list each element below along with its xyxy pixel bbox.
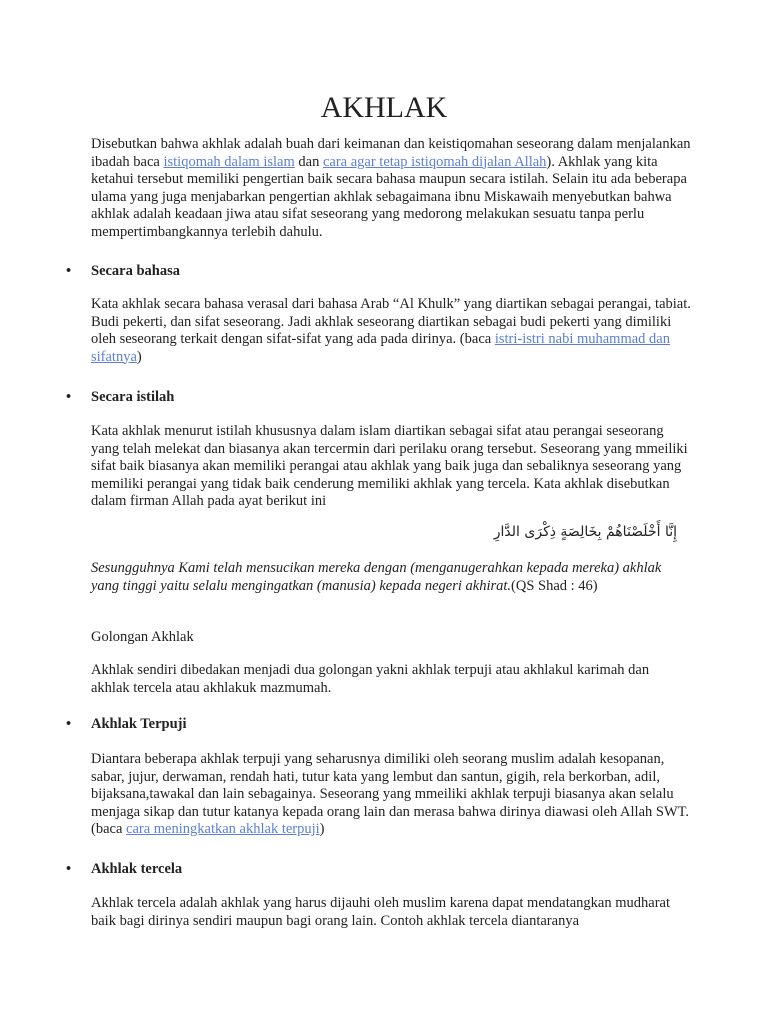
bullet-dot: • [66,389,72,405]
link-cara-meningkatkan-akhlak-terpuji[interactable]: cara meningkatkan akhlak terpuji [126,821,320,837]
page-title: AKHLAK [320,91,448,124]
translation-paragraph [91,560,691,595]
intro-text-c: ). Akhlak yang kita ketahui tersebut memiliki pengertian baik secara bahasa maupun secara istilah. Selain itu ada beberapa ulama yang juga menjabarkan pengertian akhlak sebagaimana ibnu Miskawaih menyebutkan bahwa akhlak adalah keadaan jiwa atau sifat seseorang yang medorong melakukan sesuatu tanpa perlu mempertimbangkannya terlebih dahulu. [91,153,687,240]
bahasa-paragraph [91,296,691,366]
verse-reference: (QS Shad : 46) [511,577,598,594]
tercela-paragraph: Akhlak tercela adalah akhlak yang harus dijauhi oleh muslim karena dapat mendatangkan mudharat baik bagi dirinya sendiri maupun bagi orang lain. Contoh akhlak tercela diantaranya [91,895,670,929]
bullet-dot: • [66,263,72,279]
bahasa-text-a: Kata akhlak secara bahasa verasal dari bahasa Arab “Al Khulk” yang diartikan sebagai perangai, tabiat. Budi pekerti, dan sifat seseorang. Jadi akhlak seseorang diartikan sebagai budi pekerti yang dimiliki oleh seseorang terkait dengan sifat-sifat yang ada pada dirinya. (baca [91,296,691,347]
bullet-dot: • [66,716,72,732]
heading-akhlak-tercela: Akhlak tercela [91,861,183,877]
terpuji-text-b: ) [319,821,325,837]
golongan-paragraph: Akhlak sendiri dibedakan menjadi dua golongan yakni akhlak terpuji atau akhlakul karimah dan akhlak tercela atau akhlakuk mazmumah. [91,662,650,696]
bahasa-text-b: ) [136,348,142,365]
bullet-dot: • [66,861,72,877]
verse-translation: Sesungguhnya Kami telah mensucikan mereka dengan (menganugerahkan kepada mereka) akhlak yang tinggi yaitu selalu mengingatkan (manusia) kepada negeri akhirat. [91,560,662,594]
terpuji-paragraph [91,751,691,839]
heading-secara-istilah: Secara istilah [91,389,175,405]
heading-secara-bahasa: Secara bahasa [91,263,181,279]
heading-akhlak-terpuji: Akhlak Terpuji [91,716,187,732]
link-cara-agar-tetap-istiqomah[interactable]: cara agar tetap istiqomah dijalan Allah [322,153,547,170]
terpuji-text-a: Diantara beberapa akhlak terpuji yang seharusnya dimiliki oleh seorang muslim adalah kesopanan, sabar, jujur, derwaman, rendah hati, tutur kata yang lembut dan santun, gigih, rela berkorban, adil, bijaksana,tawakal dan lain sebagainya. Seseorang yang mmeiliki akhlak terpuji biasanya akan selalu menjaga sikap dan tutur katanya kepada orang lain dan merasa bahwa dirinya diawasi oleh Allah SWT. (baca [91,751,690,837]
intro-paragraph [91,136,691,241]
link-istri-istri-nabi[interactable]: istri-istri nabi muhammad dan sifatnya [91,331,670,365]
heading-golongan-akhlak: Golongan Akhlak [91,629,194,645]
intro-text-b: dan [294,153,323,170]
arabic-verse: إِنَّا أَخْلَصْنَاهُمْ بِخَالِصَةٍ ذِكْرَى الدَّارِ [493,524,677,540]
link-istiqomah-dalam-islam[interactable]: istiqomah dalam islam [163,153,295,170]
intro-text-a: Disebutkan bahwa akhlak adalah buah dari keimanan dan keistiqomahan seseorang dalam menjalankan ibadah baca [91,136,691,170]
istilah-paragraph: Kata akhlak menurut istilah khususnya dalam islam diartikan sebagai sifat atau perangai seseorang yang telah melekat dan biasanya akan tercermin dari perilaku orang tersebut. Seseorang yang mmeiliki sifat baik biasanya akan memiliki perangai atau akhlak yang baik juga dan sebaliknya seseorang yang memiliki perangai yang tidak baik cenderung memiliki akhlak yang tercela. Kata akhlak disebutkan dalam firman Allah pada ayat berikut ini [91,423,688,509]
